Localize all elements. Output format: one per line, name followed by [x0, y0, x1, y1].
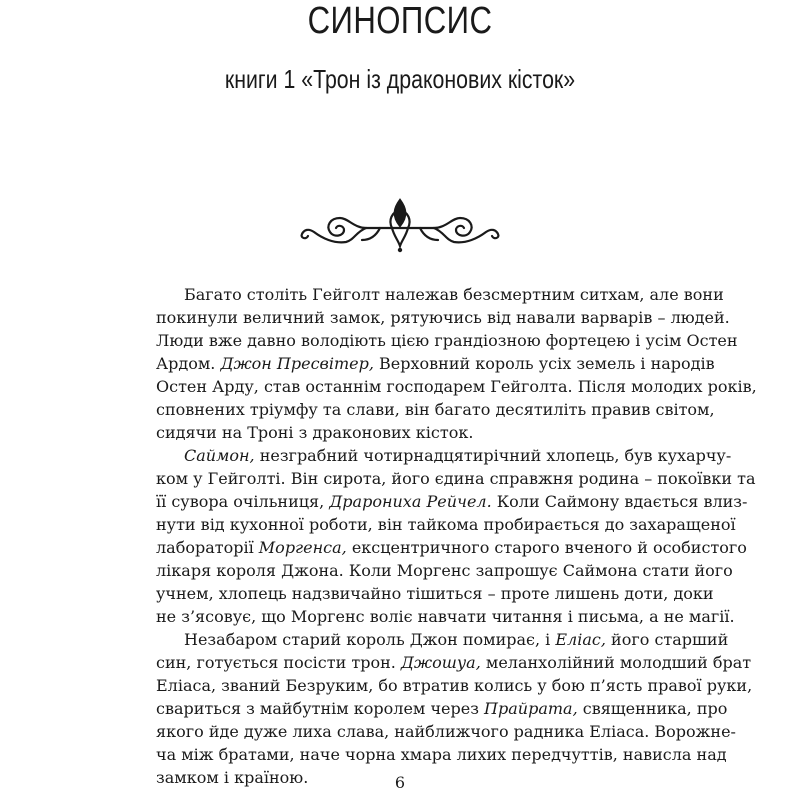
text-segment: Коли Саймону вдається влиз- [491, 492, 748, 511]
text-line [156, 375, 757, 398]
text-segment: нути від кухонної роботи, він тайкома пробирається до захаращеної [156, 515, 736, 534]
text-segment: син, готується посісти трон. [156, 653, 401, 672]
text-line [156, 605, 735, 628]
italic-name: Еліас, [555, 630, 606, 649]
text-line [156, 743, 727, 766]
text-line [156, 582, 714, 605]
text-segment: її сувора очільниця, [156, 492, 330, 511]
scroll-ornament-icon [296, 196, 504, 256]
text-segment: сидячи на Троні з драконових кісток. [156, 423, 474, 442]
text-line [156, 490, 748, 513]
text-line [156, 674, 753, 697]
text-segment: Остен Арду, став останнім господарем Гейголта. Після молодих років, [156, 377, 757, 396]
text-line [156, 444, 732, 467]
text-segment: меланхолійний молодший брат [480, 653, 752, 672]
text-line [156, 421, 656, 444]
text-line [156, 720, 736, 743]
text-segment: ексцентричного старого вченого й особистого [346, 538, 747, 557]
text-line [156, 467, 756, 490]
text-line [156, 697, 728, 720]
page-title: СИНОПСИС [307, 0, 493, 42]
text-segment: лікаря короля Джона. Коли Моргенс запрошує Саймона стати його [156, 561, 733, 580]
text-segment: якого йде дуже лиха слава, найближчого радника Еліаса. Ворожне- [156, 722, 736, 741]
italic-name: Джошуа, [400, 653, 481, 672]
italic-name: Прайрата, [484, 699, 578, 718]
paragraph [156, 283, 757, 444]
italic-name: Саймон, [184, 446, 255, 465]
text-segment: учнем, хлопець надзвичайно тішиться – проте лишень доти, доки [156, 584, 714, 603]
text-segment: Верховний король усіх земель і народів [373, 354, 715, 373]
text-segment: свариться з майбутнім королем через [156, 699, 485, 718]
text-segment: покинули величний замок, рятуючись від навали варварів – людей. [156, 308, 730, 327]
page-number: 6 [394, 773, 406, 792]
text-segment: священника, про [577, 699, 728, 718]
text-line [156, 306, 730, 329]
text-segment: замком і країною. [156, 768, 309, 787]
text-line [156, 329, 738, 352]
text-line [156, 536, 747, 559]
text-segment: Ардом. [156, 354, 221, 373]
body-text [156, 283, 757, 789]
text-line [156, 352, 715, 375]
text-line [156, 398, 715, 421]
text-line [156, 651, 752, 674]
paragraph [156, 444, 756, 628]
text-segment: ком у Гейголті. Він сирота, його єдина справжня родина – покоївки та [156, 469, 756, 488]
text-segment: його старший [605, 630, 729, 649]
italic-name: Драрониха Рейчел. [329, 492, 492, 511]
text-line [156, 513, 736, 536]
text-segment: сповнених тріумфу та слави, він багато десятиліть правив світом, [156, 400, 715, 419]
text-segment: не з’ясовує, що Моргенс воліє навчати читання і письма, а не магії. [156, 607, 735, 626]
text-segment: Еліаса, званий Безруким, бо втратив колись у бою п’ясть правої руки, [156, 676, 753, 695]
text-segment: Багато століть Гейголт належав безсмертним ситхам, але вони [184, 285, 724, 304]
text-segment: лабораторії [156, 538, 259, 557]
paragraph [156, 628, 753, 789]
text-segment: незграбний чотирнадцятирічний хлопець, був кухарчу- [254, 446, 732, 465]
text-line [156, 559, 733, 582]
text-line [156, 628, 729, 651]
text-segment: Люди вже давно володіють цією грандіозною фортецею і усім Остен [156, 331, 738, 350]
text-segment: Незабаром старий король Джон помирає, і [184, 630, 556, 649]
text-segment: ча між братами, наче чорна хмара лихих передчуттів, нависла над [156, 745, 727, 764]
text-line [156, 283, 724, 306]
italic-name: Джон Пресвітер, [220, 354, 374, 373]
page-subtitle: книги 1 «Трон із драконових кісток» [224, 64, 576, 94]
italic-name: Моргенса, [258, 538, 347, 557]
